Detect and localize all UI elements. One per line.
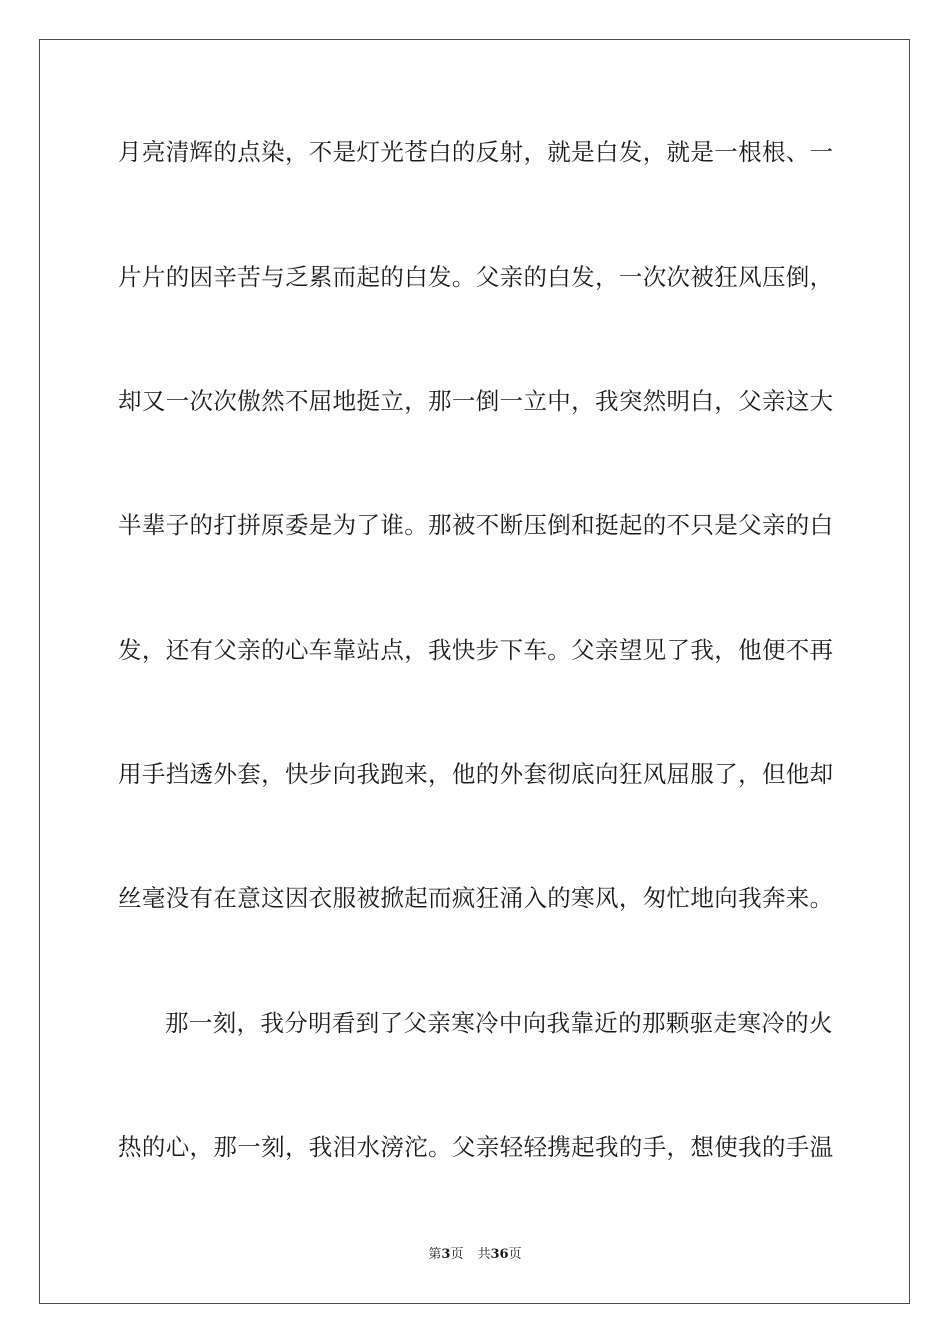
body-line-8-paragraph-start: 那一刻，我分明看到了父亲寒冷中向我靠近的那颗驱走寒冷的火 bbox=[165, 1009, 833, 1037]
body-line-9: 热的心，那一刻，我泪水滂沱。父亲轻轻携起我的手，想使我的手温 bbox=[118, 1133, 834, 1161]
body-line-4: 半辈子的打拼原委是为了谁。那被不断压倒和挺起的不只是父亲的白 bbox=[118, 511, 834, 539]
page-label-prefix: 第 bbox=[428, 1247, 442, 1262]
total-label-prefix: 共 bbox=[477, 1247, 491, 1262]
page-label-unit: 页 bbox=[450, 1247, 464, 1262]
body-line-2: 片片的因辛苦与乏累而起的白发。父亲的白发，一次次被狂风压倒， bbox=[118, 263, 834, 291]
total-label-unit: 页 bbox=[508, 1247, 522, 1262]
body-line-6: 用手挡透外套，快步向我跑来，他的外套彻底向狂风屈服了，但他却 bbox=[118, 760, 834, 788]
body-line-3: 却又一次次傲然不屈地挺立，那一倒一立中，我突然明白，父亲这大 bbox=[118, 387, 834, 415]
page-border bbox=[39, 39, 910, 1304]
page-footer bbox=[0, 1246, 950, 1264]
current-page-number: 3 bbox=[441, 1247, 451, 1262]
body-line-5: 发，还有父亲的心车靠站点，我快步下车。父亲望见了我，他便不再 bbox=[118, 636, 834, 664]
body-line-7: 丝毫没有在意这因衣服被掀起而疯狂涌入的寒风，匆忙地向我奔来。 bbox=[118, 884, 834, 912]
body-line-1: 月亮清辉的点染，不是灯光苍白的反射，就是白发，就是一根根、一 bbox=[118, 138, 834, 166]
total-page-count: 36 bbox=[490, 1247, 509, 1262]
